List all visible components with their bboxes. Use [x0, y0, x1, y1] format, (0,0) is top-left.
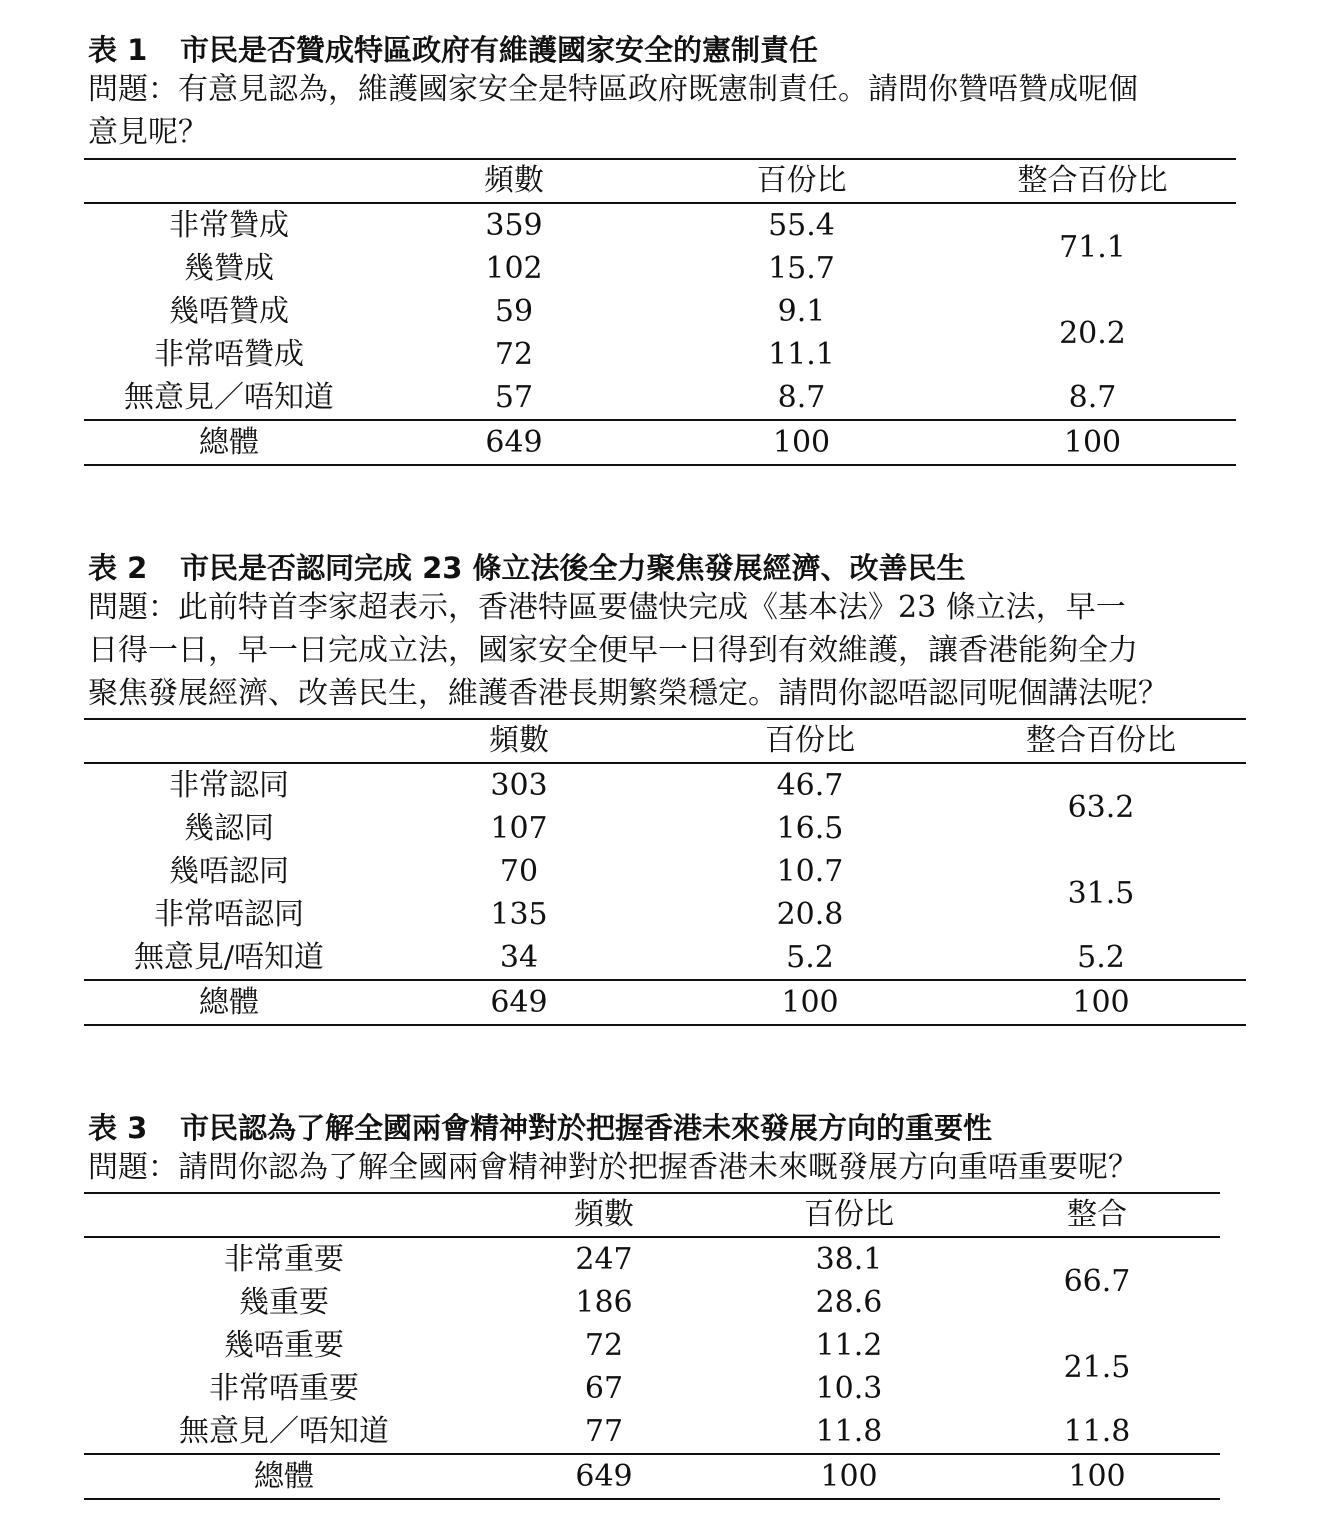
table-total-row: [84, 420, 1236, 465]
row-pct: 46.7: [776, 768, 844, 803]
table1-title-line: [88, 32, 1248, 68]
table2-question-line-1: 問題：此前特首李家超表示，香港特區要儘快完成《基本法》23 條立法，早一: [88, 590, 1126, 625]
row-freq: 135: [490, 897, 548, 932]
row-freq: 359: [485, 208, 543, 243]
table2-question-line-3: 聚焦發展經濟、改善民生，維護香港長期繁榮穩定。請問你認唔認同呢個講法呢？: [88, 676, 1168, 711]
table3-heading: [88, 1110, 1248, 1189]
total-pct: 100: [772, 425, 831, 460]
combined-cell: 21.5: [1063, 1349, 1131, 1385]
table1-header-row: [84, 159, 1236, 203]
row-freq: 303: [490, 768, 548, 803]
row-pct: 38.1: [815, 1242, 883, 1277]
table-row: [84, 203, 1236, 247]
row-label: 無意見/唔知道: [133, 940, 325, 975]
row-label: 非常唔認同: [154, 897, 304, 932]
table2-title-line: [88, 550, 1248, 586]
row-pct: 11.8: [815, 1414, 883, 1449]
table2-header-row: [84, 719, 1246, 763]
total-freq: 649: [575, 1459, 633, 1494]
table1-question-line-2: 意見呢？: [88, 115, 208, 150]
table1-heading: [88, 32, 1248, 154]
table-row: [84, 290, 1236, 333]
row-freq: 72: [584, 1328, 624, 1363]
table3-question-line-1: 問題：請問你認為了解全國兩會精神對於把握香港未來嘅發展方向重唔重要呢？: [88, 1150, 1138, 1185]
row-pct: 11.1: [768, 337, 835, 372]
row-freq: 247: [575, 1242, 633, 1277]
table3-header-pct: 百份比: [804, 1197, 894, 1232]
table-row: [84, 763, 1246, 807]
row-freq: 34: [499, 940, 539, 975]
row-pct: 15.7: [768, 251, 835, 286]
total-label: 總體: [199, 425, 259, 460]
table2-label: 表 2: [88, 551, 148, 585]
total-label: 總體: [254, 1459, 314, 1494]
table2-header-label: [84, 719, 374, 763]
row-label: 幾贊成: [184, 251, 274, 286]
table2-header-pct: 百份比: [765, 723, 855, 758]
table-row: [84, 376, 1236, 420]
table3-header-freq: 頻數: [574, 1197, 634, 1232]
total-freq: 649: [490, 985, 548, 1020]
total-freq: 649: [485, 425, 543, 460]
table1-question-line-1: 問題：有意見認為，維護國家安全是特區政府既憲制責任。請問你贊唔贊成呢個: [88, 72, 1138, 107]
table-row: [84, 1410, 1220, 1454]
row-pct: 10.7: [776, 854, 844, 889]
row-freq: 59: [494, 294, 534, 329]
row-pct: 11.2: [815, 1328, 883, 1363]
table-row: [84, 850, 1246, 893]
row-pct: 20.8: [776, 897, 844, 932]
combined-cell: 5.2: [1077, 940, 1125, 975]
row-freq: 57: [494, 380, 534, 415]
table3-label: 表 3: [88, 1111, 148, 1145]
table2-question-line-2: 日得一日，早一日完成立法，國家安全便早一日得到有效維護，讓香港能夠全力: [88, 633, 1138, 668]
total-pct: 100: [781, 985, 839, 1020]
row-label: 無意見／唔知道: [124, 380, 334, 415]
row-label: 非常贊成: [169, 208, 289, 243]
table1-header-pct: 百份比: [756, 163, 847, 198]
total-combined: 100: [1063, 425, 1122, 460]
combined-cell: 71.1: [1059, 229, 1126, 265]
row-pct: 10.3: [815, 1371, 883, 1406]
table1-title: 市民是否贊成特區政府有維護國家安全的憲制責任: [180, 33, 819, 67]
combined-cell: 31.5: [1067, 875, 1135, 911]
total-combined: 100: [1072, 985, 1130, 1020]
combined-cell: 66.7: [1063, 1263, 1131, 1299]
row-freq: 77: [584, 1414, 624, 1449]
table1-label: 表 1: [88, 33, 148, 67]
row-label: 幾認同: [184, 811, 274, 846]
row-label: 幾重要: [239, 1285, 329, 1320]
table2-title: 市民是否認同完成 23 條立法後全力聚焦發展經濟、改善民生: [180, 551, 966, 585]
table1-header-freq: 頻數: [484, 163, 544, 198]
row-pct: 28.6: [815, 1285, 883, 1320]
row-freq: 102: [485, 251, 543, 286]
row-pct: 55.4: [768, 208, 835, 243]
table2-header-combined: 整合百份比: [1026, 723, 1176, 758]
table3-header-row: [84, 1193, 1220, 1237]
table3-header-combined: 整合: [1067, 1197, 1127, 1232]
table2-header-freq: 頻數: [489, 723, 549, 758]
total-combined: 100: [1068, 1459, 1126, 1494]
row-pct: 8.7: [777, 380, 826, 415]
row-pct: 5.2: [786, 940, 834, 975]
table1-header-label: [84, 159, 374, 203]
table-row: [84, 1237, 1220, 1281]
row-freq: 186: [575, 1285, 633, 1320]
row-label: 非常唔重要: [209, 1371, 359, 1406]
row-label: 無意見／唔知道: [179, 1414, 389, 1449]
table3-title-line: [88, 1110, 1248, 1146]
table-total-row: [84, 1454, 1220, 1499]
row-label: 幾唔贊成: [169, 294, 289, 329]
total-pct: 100: [820, 1459, 878, 1494]
row-label: 非常認同: [169, 768, 289, 803]
table2-heading: [88, 550, 1248, 715]
table3-title: 市民認為了解全國兩會精神對於把握香港未來發展方向的重要性: [180, 1111, 993, 1145]
row-pct: 16.5: [776, 811, 844, 846]
combined-cell: 20.2: [1059, 315, 1126, 351]
row-label: 非常重要: [224, 1242, 344, 1277]
total-label: 總體: [199, 985, 259, 1020]
table1-header-combined: 整合百份比: [1017, 163, 1168, 198]
combined-cell: 8.7: [1068, 380, 1117, 415]
combined-cell: 63.2: [1067, 789, 1135, 825]
combined-cell: 11.8: [1063, 1414, 1131, 1449]
table2: [84, 718, 1246, 1026]
row-label: 幾唔認同: [169, 854, 289, 889]
table-row: [84, 936, 1246, 980]
table-total-row: [84, 980, 1246, 1025]
table1: [84, 158, 1236, 466]
row-freq: 67: [584, 1371, 624, 1406]
row-label: 非常唔贊成: [154, 337, 304, 372]
row-freq: 107: [490, 811, 548, 846]
row-pct: 9.1: [777, 294, 826, 329]
table-row: [84, 1324, 1220, 1367]
table3: [84, 1192, 1220, 1500]
row-freq: 72: [494, 337, 534, 372]
row-freq: 70: [499, 854, 539, 889]
row-label: 幾唔重要: [224, 1328, 344, 1363]
table3-header-label: [84, 1193, 484, 1237]
